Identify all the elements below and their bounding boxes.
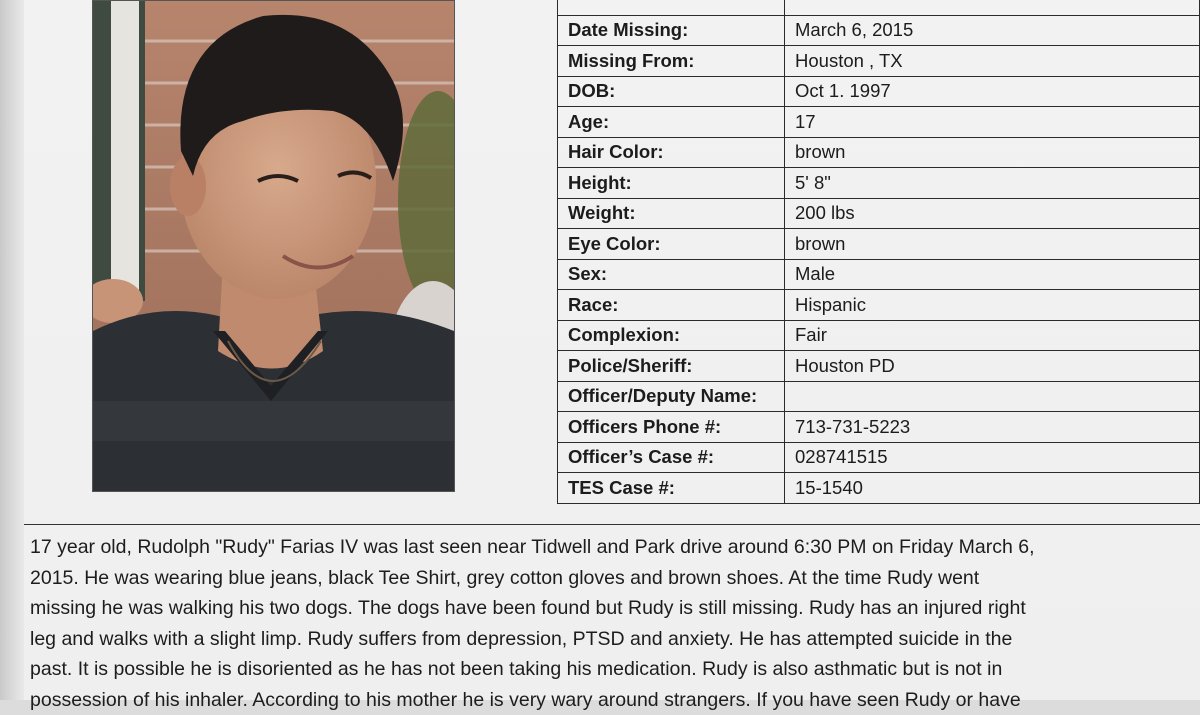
detail-value: brown [785, 229, 1200, 260]
detail-value: brown [785, 137, 1200, 168]
detail-value: 17 [785, 107, 1200, 138]
table-row [558, 0, 1200, 15]
detail-label: Officer/Deputy Name: [558, 381, 785, 412]
detail-label: Weight: [558, 198, 785, 229]
description-line: 2015. He was wearing blue jeans, black Tee Shirt, grey cotton gloves and brown shoes. At the time Rudy went [30, 563, 1198, 594]
detail-label: Sex: [558, 259, 785, 290]
detail-value: Hispanic [785, 290, 1200, 321]
table-row [558, 412, 1200, 443]
detail-label: Age: [558, 107, 785, 138]
detail-label: Officer’s Case #: [558, 442, 785, 473]
table-row [558, 198, 1200, 229]
description-line: 17 year old, Rudolph "Rudy" Farias IV was last seen near Tidwell and Park drive around 6:30 PM on Friday March 6, [30, 532, 1198, 563]
detail-label: Police/Sheriff: [558, 351, 785, 382]
detail-value: 15-1540 [785, 473, 1200, 504]
table-row [558, 290, 1200, 321]
detail-value: Houston , TX [785, 46, 1200, 77]
detail-label: Officers Phone #: [558, 412, 785, 443]
case-description [30, 532, 1198, 715]
table-row [558, 76, 1200, 107]
detail-value: Fair [785, 320, 1200, 351]
detail-value: Houston PD [785, 351, 1200, 382]
detail-value: 713-731-5223 [785, 412, 1200, 443]
detail-label: Complexion: [558, 320, 785, 351]
detail-value: 028741515 [785, 442, 1200, 473]
description-line: past. It is possible he is disoriented as he has not been taking his medication. Rudy is also asthmatic but is not in [30, 654, 1198, 685]
table-row [558, 320, 1200, 351]
detail-label: DOB: [558, 76, 785, 107]
table-row [558, 229, 1200, 260]
detail-value: March 6, 2015 [785, 15, 1200, 46]
detail-label: Race: [558, 290, 785, 321]
table-row [558, 259, 1200, 290]
detail-label: Missing From: [558, 46, 785, 77]
detail-label: Date Missing: [558, 15, 785, 46]
detail-value [785, 381, 1200, 412]
table-row [558, 46, 1200, 77]
table-row [558, 473, 1200, 504]
table-row [558, 168, 1200, 199]
detail-value: 200 lbs [785, 198, 1200, 229]
table-row [558, 381, 1200, 412]
missing-person-details-table [557, 0, 1200, 504]
detail-value: Oct 1. 1997 [785, 76, 1200, 107]
section-divider [24, 524, 1200, 525]
table-row [558, 442, 1200, 473]
detail-label: Eye Color: [558, 229, 785, 260]
detail-value [785, 0, 1200, 15]
description-line: leg and walks with a slight limp. Rudy suffers from depression, PTSD and anxiety. He has attempted suicide in the [30, 624, 1198, 655]
description-line: missing he was walking his two dogs. The dogs have been found but Rudy is still missing. Rudy has an injured right [30, 593, 1198, 624]
detail-value: 5' 8" [785, 168, 1200, 199]
table-row [558, 351, 1200, 382]
description-line: possession of his inhaler. According to his mother he is very wary around strangers. If you have seen Rudy or have [30, 685, 1198, 715]
detail-value: Male [785, 259, 1200, 290]
table-row [558, 137, 1200, 168]
detail-label: Hair Color: [558, 137, 785, 168]
table-row [558, 15, 1200, 46]
detail-label [558, 0, 785, 15]
missing-person-photo [92, 0, 455, 492]
table-row [558, 107, 1200, 138]
detail-label: TES Case #: [558, 473, 785, 504]
detail-label: Height: [558, 168, 785, 199]
